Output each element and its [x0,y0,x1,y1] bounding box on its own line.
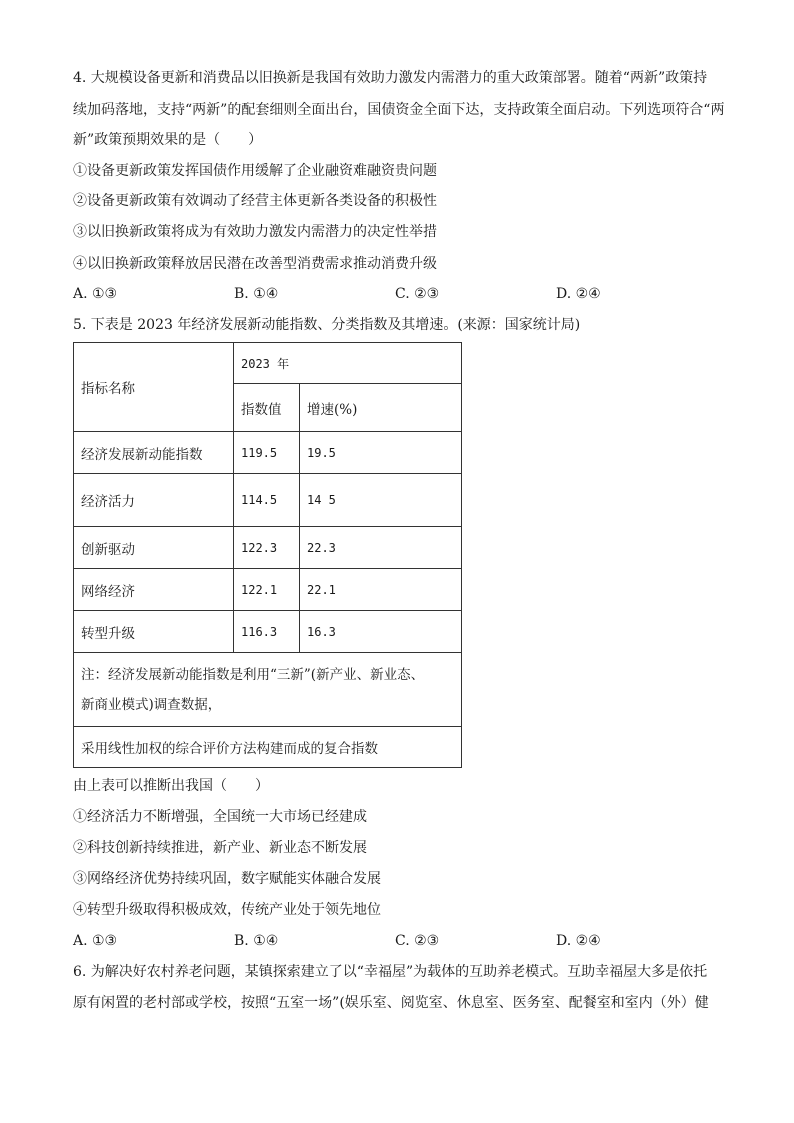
header-growth: 增速(%) [300,384,462,432]
table-row [74,474,462,527]
row-name: 转型升级 [74,611,234,653]
table-note-line-3: 采用线性加权的综合评价方法构建而成的复合指数 [74,727,462,768]
row-growth: 22.3 [300,527,462,569]
q4-item-3: ③以旧换新政策将成为有效助力激发内需潜力的决定性举措 [73,224,437,240]
q4-stem-line-2: 续加码落地，支持“两新”的配套细则全面出台，国债资金全面下达，支持政策全面启动。下列选项符合“两 [73,102,725,118]
row-value: 114.5 [234,474,300,527]
q5-lead: 由上表可以推断出我国（ ） [73,778,269,794]
row-value: 116.3 [234,611,300,653]
q4-option-a[interactable]: A. ①③ [73,286,118,302]
row-growth: 19.5 [300,432,462,474]
row-name: 创新驱动 [74,527,234,569]
q4-options [73,284,723,304]
table-row [74,569,462,611]
row-growth: 22.1 [300,569,462,611]
q4-stem-line-1: 4. 大规模设备更新和消费品以旧换新是我国有效助力激发内需潜力的重大政策部署。随着“两新”政策持 [73,70,708,86]
row-value: 119.5 [234,432,300,474]
q5-option-d[interactable]: D. ②④ [556,933,601,949]
q5-option-a[interactable]: A. ①③ [73,933,118,949]
q4-item-2: ②设备更新政策有效调动了经营主体更新各类设备的积极性 [73,193,437,209]
index-table [73,342,462,768]
header-index-value: 指数值 [234,384,300,432]
q4-item-1: ①设备更新政策发挥国债作用缓解了企业融资难融资贵问题 [73,163,437,179]
header-indicator-name: 指标名称 [74,343,234,432]
q4-option-d[interactable]: D. ②④ [556,286,601,302]
row-name: 经济活力 [74,474,234,527]
q5-options [73,931,723,951]
row-growth: 14 5 [300,474,462,527]
q5-option-c[interactable]: C. ②③ [395,933,440,949]
q5-item-3: ③网络经济优势持续巩固，数字赋能实体融合发展 [73,871,381,887]
row-value: 122.1 [234,569,300,611]
q5-item-4: ④转型升级取得积极成效，传统产业处于领先地位 [73,902,381,918]
table-note-line-2: 新商业模式)调查数据， [81,696,222,713]
q5-item-1: ①经济活力不断增强，全国统一大市场已经建成 [73,809,367,825]
row-value: 122.3 [234,527,300,569]
table-note-line-1: 注：经济发展新动能指数是利用“三新”(新产业、新业态、 [81,666,425,683]
q6-stem-line-1: 6. 为解决好农村养老问题，某镇探索建立了以“幸福屋”为载体的互助养老模式。互助幸福屋大多是依托 [73,964,708,980]
q4-option-c[interactable]: C. ②③ [395,286,440,302]
q4-item-4: ④以旧换新政策释放居民潜在改善型消费需求推动消费升级 [73,256,437,272]
q4-option-b[interactable]: B. ①④ [234,286,279,302]
q6-stem-line-2: 原有闲置的老村部或学校，按照“五室一场”(娱乐室、阅览室、休息室、医务室、配餐室和室内（外）健 [73,995,709,1011]
row-name: 网络经济 [74,569,234,611]
row-name: 经济发展新动能指数 [74,432,234,474]
q5-item-2: ②科技创新持续推进，新产业、新业态不断发展 [73,840,367,856]
table-row [74,527,462,569]
header-year: 2023 年 [234,343,462,384]
row-growth: 16.3 [300,611,462,653]
table-row [74,432,462,474]
table-row [74,611,462,653]
table-note [74,653,462,727]
q5-stem: 5. 下表是 2023 年经济发展新动能指数、分类指数及其增速。(来源：国家统计局) [73,317,581,333]
q5-option-b[interactable]: B. ①④ [234,933,279,949]
q4-stem-line-3: 新”政策预期效果的是（ ） [73,132,263,148]
